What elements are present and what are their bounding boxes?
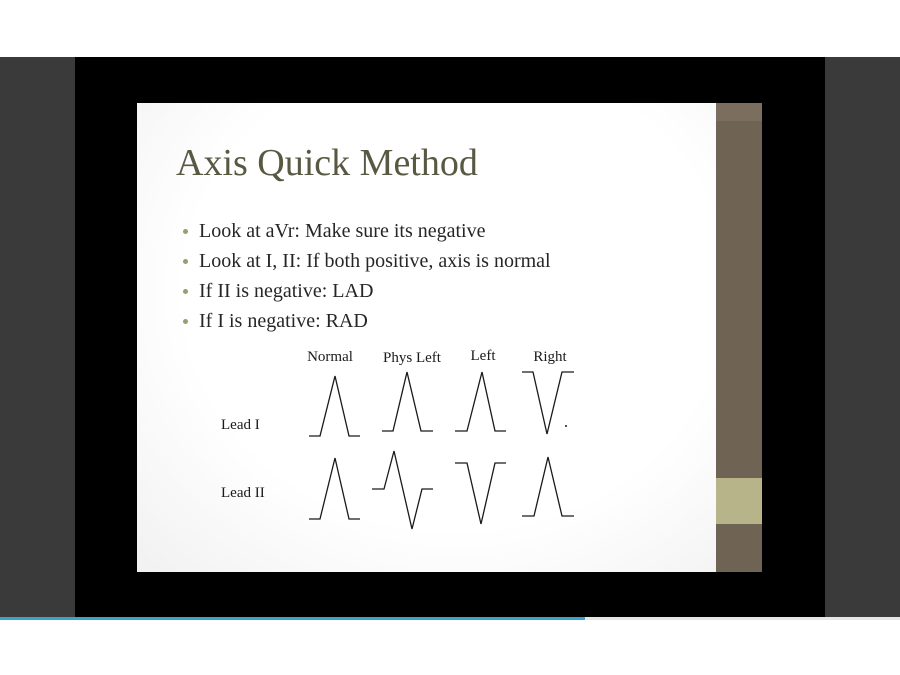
wave-lead-ii-normal	[309, 458, 360, 519]
stray-dot	[565, 425, 567, 427]
slide	[137, 103, 716, 572]
wave-lead-i-phys-left	[382, 372, 433, 431]
video-progress-fill	[0, 617, 585, 620]
wave-lead-ii-right	[522, 457, 574, 516]
slide-sidebar	[716, 103, 762, 572]
column-header-normal: Normal	[307, 349, 353, 365]
video-progress-bar[interactable]	[0, 617, 900, 620]
sidebar-top-band	[716, 103, 762, 121]
column-header-right: Right	[533, 349, 567, 365]
bullet-item: If I is negative: RAD	[181, 306, 551, 336]
slide-title: Axis Quick Method	[176, 142, 478, 184]
axis-waveform-diagram	[137, 103, 716, 572]
column-header-phys-left: Phys Left	[383, 350, 441, 366]
sidebar-accent-block	[716, 478, 762, 524]
wave-lead-i-normal	[309, 376, 360, 436]
wave-lead-ii-phys-left	[372, 451, 433, 529]
bullet-item: Look at I, II: If both positive, axis is normal	[181, 246, 551, 276]
wave-lead-ii-left	[455, 463, 506, 524]
column-header-left: Left	[470, 348, 496, 364]
wave-lead-i-right	[522, 372, 574, 434]
wave-lead-i-left	[455, 372, 506, 431]
bullet-item: If II is negative: LAD	[181, 276, 551, 306]
row-label-lead-ii: Lead II	[221, 485, 265, 501]
row-label-lead-i: Lead I	[221, 417, 260, 433]
bullet-item: Look at aVr: Make sure its negative	[181, 216, 551, 246]
